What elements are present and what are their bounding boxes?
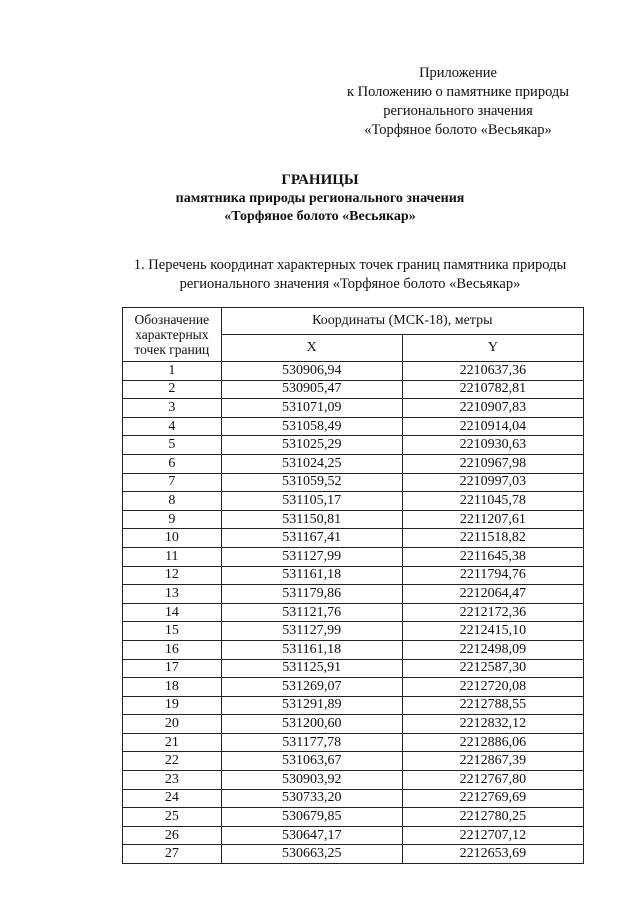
cell-x: 531200,60: [221, 715, 402, 734]
appendix-line: регионального значения: [383, 103, 533, 119]
appendix-note: [328, 64, 588, 140]
cell-point: 18: [123, 678, 222, 697]
cell-x: 531025,29: [221, 436, 402, 455]
cell-point: 9: [123, 510, 222, 529]
cell-y: 2211207,61: [402, 510, 583, 529]
cell-point: 24: [123, 789, 222, 808]
cell-y: 2210967,98: [402, 454, 583, 473]
cell-y: 2210914,04: [402, 417, 583, 436]
cell-y: 2212172,36: [402, 603, 583, 622]
cell-y: 2212720,08: [402, 678, 583, 697]
table-row: [123, 585, 584, 604]
cell-x: 531161,18: [221, 640, 402, 659]
header-point: Обозначение характерных точек границ: [123, 308, 222, 362]
cell-point: 5: [123, 436, 222, 455]
cell-x: 530647,17: [221, 826, 402, 845]
cell-point: 17: [123, 659, 222, 678]
table-row: [123, 678, 584, 697]
table-row: [123, 752, 584, 771]
cell-y: 2210930,63: [402, 436, 583, 455]
table-row: [123, 826, 584, 845]
table-row: [123, 436, 584, 455]
table-row: [123, 492, 584, 511]
cell-x: 531121,76: [221, 603, 402, 622]
cell-x: 531167,41: [221, 529, 402, 548]
cell-point: 19: [123, 696, 222, 715]
cell-x: 530906,94: [221, 362, 402, 381]
cell-x: 531179,86: [221, 585, 402, 604]
cell-y: 2212867,39: [402, 752, 583, 771]
appendix-line: к Положению о памятнике природы: [346, 84, 570, 100]
cell-y: 2212653,69: [402, 845, 583, 864]
cell-x: 531127,99: [221, 547, 402, 566]
cell-x: 531127,99: [221, 622, 402, 641]
title-main: ГРАНИЦЫ: [281, 172, 359, 188]
cell-x: 531125,91: [221, 659, 402, 678]
cell-point: 6: [123, 454, 222, 473]
cell-y: 2211645,38: [402, 547, 583, 566]
appendix-line: «Торфяное болото «Весьякар»: [364, 122, 552, 138]
cell-y: 2212788,55: [402, 696, 583, 715]
cell-point: 11: [123, 547, 222, 566]
cell-y: 2211045,78: [402, 492, 583, 511]
cell-point: 26: [123, 826, 222, 845]
table-row: [123, 808, 584, 827]
cell-y: 2212415,10: [402, 622, 583, 641]
table-row: [123, 603, 584, 622]
cell-y: 2212769,69: [402, 789, 583, 808]
table-row: [123, 473, 584, 492]
table-row: [123, 510, 584, 529]
cell-point: 4: [123, 417, 222, 436]
table-row: [123, 417, 584, 436]
table-row: [123, 733, 584, 752]
table-row: [123, 845, 584, 864]
cell-y: 2211518,82: [402, 529, 583, 548]
cell-point: 1: [123, 362, 222, 381]
table-row: [123, 529, 584, 548]
cell-y: 2210637,36: [402, 362, 583, 381]
cell-point: 21: [123, 733, 222, 752]
cell-x: 531063,67: [221, 752, 402, 771]
cell-x: 531177,78: [221, 733, 402, 752]
cell-x: 531150,81: [221, 510, 402, 529]
cell-x: 530905,47: [221, 380, 402, 399]
table-row: [123, 380, 584, 399]
table-row: [123, 640, 584, 659]
table-row: [123, 789, 584, 808]
header-y: Y: [402, 335, 583, 362]
cell-y: 2211794,76: [402, 566, 583, 585]
cell-y: 2212587,30: [402, 659, 583, 678]
cell-point: 15: [123, 622, 222, 641]
header-x: X: [221, 335, 402, 362]
cell-x: 531291,89: [221, 696, 402, 715]
cell-point: 25: [123, 808, 222, 827]
cell-point: 8: [123, 492, 222, 511]
table-row: [123, 454, 584, 473]
cell-point: 2: [123, 380, 222, 399]
title-subtitle: «Торфяное болото «Весьякар»: [224, 209, 416, 224]
section-line: 1. Перечень координат характерных точек границ памятника природы: [133, 257, 567, 273]
cell-y: 2212780,25: [402, 808, 583, 827]
table-row: [123, 696, 584, 715]
cell-point: 10: [123, 529, 222, 548]
cell-x: 530903,92: [221, 771, 402, 790]
cell-x: 531161,18: [221, 566, 402, 585]
cell-point: 23: [123, 771, 222, 790]
cell-y: 2212832,12: [402, 715, 583, 734]
cell-x: 530679,85: [221, 808, 402, 827]
table-row: [123, 362, 584, 381]
table-row: [123, 566, 584, 585]
cell-point: 3: [123, 399, 222, 418]
cell-y: 2212767,80: [402, 771, 583, 790]
cell-x: 531058,49: [221, 417, 402, 436]
cell-x: 531059,52: [221, 473, 402, 492]
cell-point: 16: [123, 640, 222, 659]
cell-point: 22: [123, 752, 222, 771]
appendix-line: Приложение: [419, 65, 497, 81]
cell-y: 2210997,03: [402, 473, 583, 492]
cell-x: 531071,09: [221, 399, 402, 418]
table-row: [123, 399, 584, 418]
cell-x: 530663,25: [221, 845, 402, 864]
section-line: регионального значения «Торфяное болото «Весьякар»: [179, 276, 521, 292]
cell-y: 2212498,09: [402, 640, 583, 659]
coordinates-table: [122, 307, 584, 864]
cell-point: 7: [123, 473, 222, 492]
document-title: [0, 170, 640, 226]
cell-point: 14: [123, 603, 222, 622]
cell-point: 12: [123, 566, 222, 585]
title-subtitle: памятника природы регионального значения: [175, 191, 465, 206]
cell-point: 13: [123, 585, 222, 604]
cell-x: 530733,20: [221, 789, 402, 808]
cell-y: 2212707,12: [402, 826, 583, 845]
cell-y: 2212886,06: [402, 733, 583, 752]
cell-x: 531269,07: [221, 678, 402, 697]
table-body: [123, 362, 584, 864]
table-row: [123, 547, 584, 566]
table-row: [123, 659, 584, 678]
header-coordinates: Координаты (МСК-18), метры: [221, 308, 583, 335]
cell-y: 2212064,47: [402, 585, 583, 604]
cell-y: 2210782,81: [402, 380, 583, 399]
cell-y: 2210907,83: [402, 399, 583, 418]
cell-point: 20: [123, 715, 222, 734]
table-row: [123, 622, 584, 641]
cell-x: 531024,25: [221, 454, 402, 473]
cell-point: 27: [123, 845, 222, 864]
table-row: [123, 715, 584, 734]
cell-x: 531105,17: [221, 492, 402, 511]
section-heading: [110, 256, 590, 294]
table-row: [123, 771, 584, 790]
